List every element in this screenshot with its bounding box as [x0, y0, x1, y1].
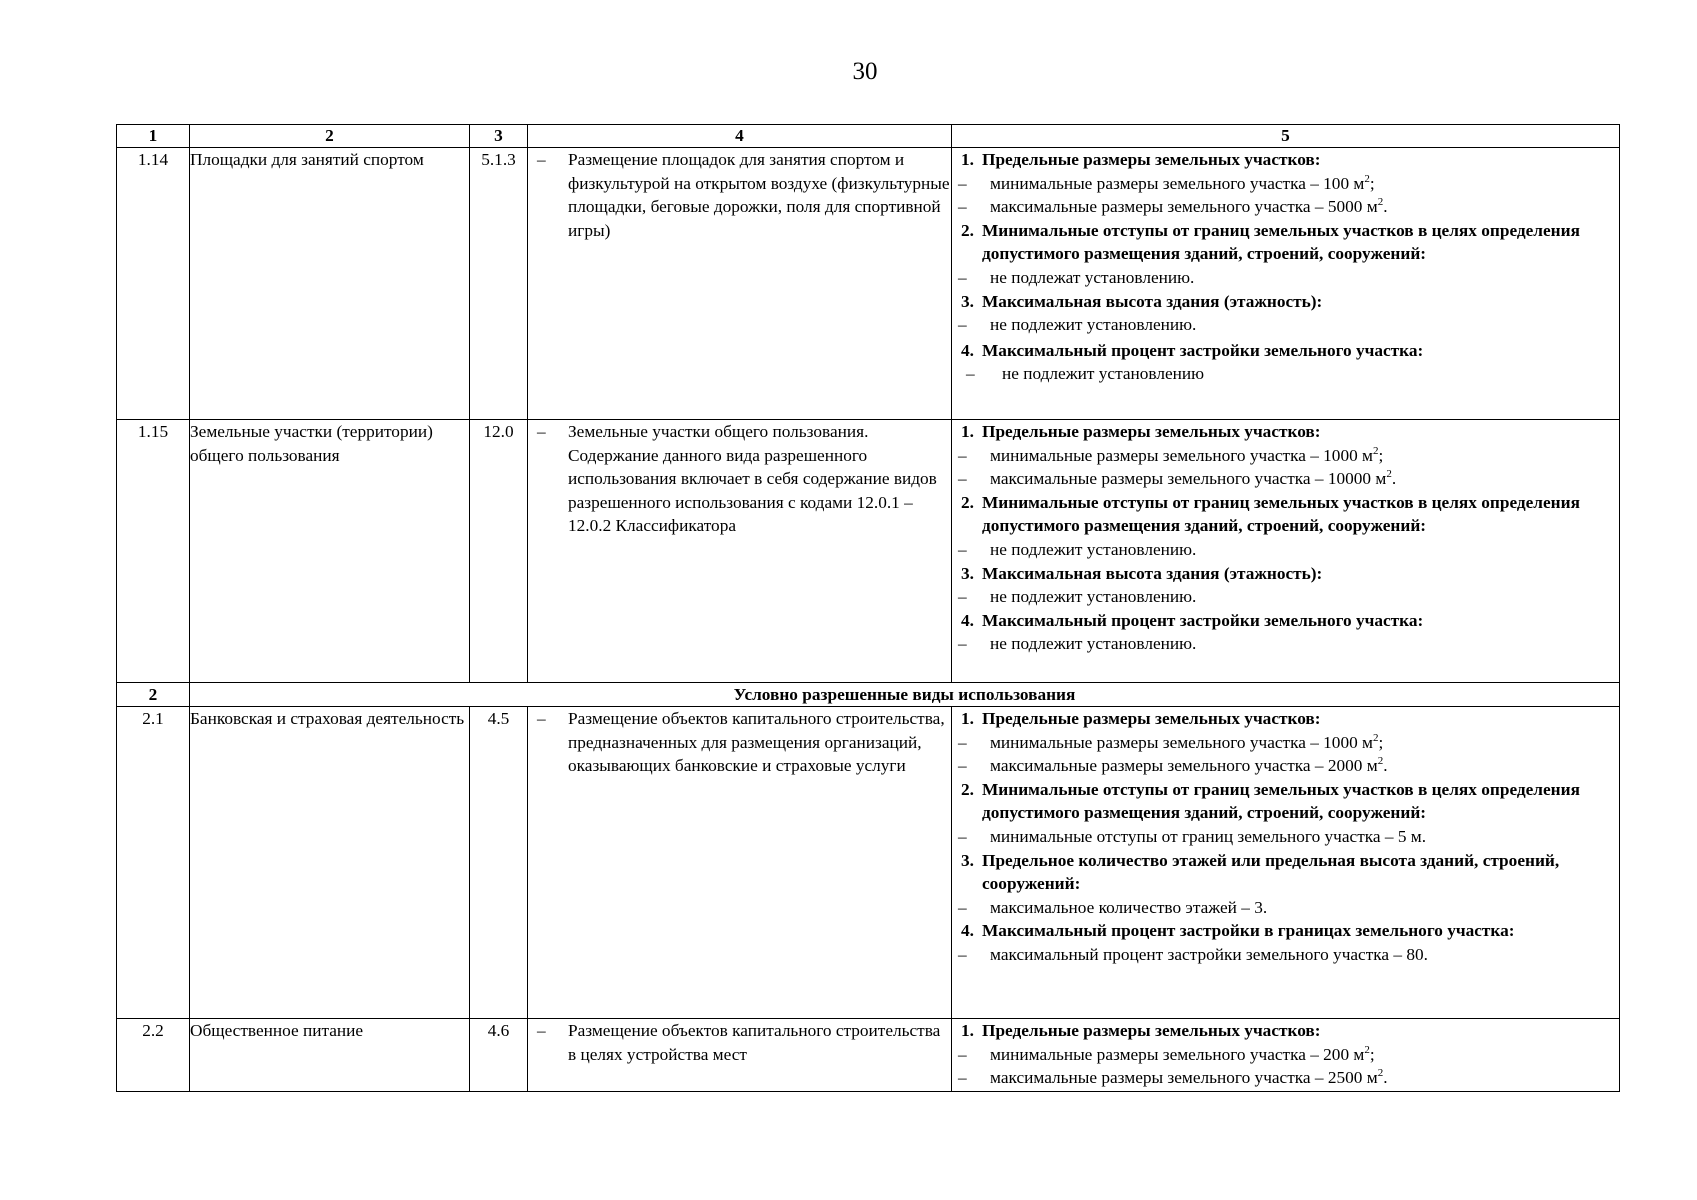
table-row [117, 420, 1620, 683]
table-header-row [117, 125, 1620, 148]
description-text: Земельные участки общего пользования. Содержание данного вида разрешенного использования включает в себя содержание видов разрешенного использования с кодами 12.0.1 – 12.0.2 Классификатора [568, 422, 937, 536]
classifier-code: 4.6 [470, 1019, 528, 1092]
param-item: – не подлежит установлению. [958, 587, 1197, 607]
section-number: 2 [117, 683, 190, 707]
param-heading: 1. Предельные размеры земельных участков: [961, 1021, 1321, 1040]
description-text: Размещение площадок для занятия спортом и физкультурой на открытом воздухе (физкультурные площадки, беговые дорожки, поля для спортивной игры) [568, 150, 950, 240]
header-col-2: 2 [190, 125, 470, 148]
param-item: – максимальные размеры земельного участка – 10000 $м^2$. [958, 468, 1397, 489]
header-col-1: 1 [117, 125, 190, 148]
param-item: – не подлежат установлению. [958, 267, 1195, 287]
param-heading: 2. Минимальные отступы от границ земельных участков в целях определения допустимого размещения зданий, строений, сооружений: [961, 220, 1580, 264]
dash-marker: – [537, 150, 546, 169]
row-number: 1.14 [117, 148, 190, 420]
use-type-name: Земельные участки (территории) общего пользования [190, 420, 470, 683]
param-item: – минимальные размеры земельного участка – 100 $м^2$; [958, 172, 1375, 193]
dash-marker: – [537, 1021, 546, 1040]
use-description [528, 420, 952, 683]
table-row [117, 1019, 1620, 1092]
param-item: – максимальное количество этажей – 3. [958, 897, 1268, 917]
param-item: – максимальные размеры земельного участка – 2000 $м^2$. [958, 755, 1388, 776]
parameters-cell [952, 420, 1620, 683]
use-description [528, 707, 952, 1019]
param-item: – не подлежит установлению. [958, 315, 1197, 335]
dash-marker: – [537, 709, 546, 728]
param-item: – максимальный процент застройки земельного участка – 80. [958, 944, 1428, 964]
classifier-code: 12.0 [470, 420, 528, 683]
param-item: – максимальные размеры земельного участка – 5000 $м^2$. [958, 196, 1388, 217]
use-type-name: Площадки для занятий спортом [190, 148, 470, 420]
param-heading: 3. Максимальная высота здания (этажность): [961, 563, 1323, 583]
table-row [117, 707, 1620, 1019]
use-type-name: Общественное питание [190, 1019, 470, 1092]
param-item: – минимальные размеры земельного участка – 1000 $м^2$; [958, 731, 1384, 752]
param-heading: 4. Максимальный процент застройки земельного участка: [961, 340, 1424, 360]
parameters-cell [952, 1019, 1620, 1092]
row-number: 2.1 [117, 707, 190, 1019]
param-item: – не подлежит установлению. [958, 634, 1197, 654]
page-number: 30 [852, 58, 878, 85]
header-col-5: 5 [952, 125, 1620, 148]
param-item: – не подлежит установлению. [958, 539, 1197, 559]
dash-marker: – [537, 422, 546, 441]
parameters-cell [952, 148, 1620, 420]
description-text: Размещение объектов капитального строительства, предназначенных для размещения организаций, оказывающих банковские и страховые услуги [568, 709, 945, 776]
param-item: – минимальные размеры земельного участка – 200 $м^2$; [958, 1043, 1375, 1064]
use-type-name: Банковская и страховая деятельность [190, 707, 470, 1019]
param-item: – максимальные размеры земельного участка – 2500 $м^2$. [958, 1067, 1388, 1088]
param-item: – не подлежит установлению [966, 364, 1205, 384]
classifier-code: 5.1.3 [470, 148, 528, 420]
param-item: – минимальные размеры земельного участка – 1000 $м^2$; [958, 444, 1384, 465]
param-heading: 1. Предельные размеры земельных участков: [961, 422, 1321, 441]
use-description [528, 148, 952, 420]
parameters-cell [952, 707, 1620, 1019]
header-col-4: 4 [528, 125, 952, 148]
table-row [117, 148, 1620, 420]
classifier-code: 4.5 [470, 707, 528, 1019]
param-heading: 2. Минимальные отступы от границ земельных участков в целях определения допустимого размещения зданий, строений, сооружений: [961, 779, 1580, 823]
section-row [117, 683, 1620, 707]
param-heading: 4. Максимальный процент застройки в границах земельного участка: [961, 921, 1515, 941]
description-text: Размещение объектов капитального строительства в целях устройства мест [568, 1021, 941, 1064]
param-heading: 3. Предельное количество этажей или предельная высота зданий, строений, сооружений: [961, 850, 1560, 894]
zoning-table [116, 124, 1620, 1092]
header-col-3: 3 [470, 125, 528, 148]
param-heading: 1. Предельные размеры земельных участков: [961, 709, 1321, 728]
section-title: Условно разрешенные виды использования [190, 683, 1620, 707]
param-heading: 4. Максимальный процент застройки земельного участка: [961, 610, 1424, 630]
use-description [528, 1019, 952, 1092]
param-heading: 2. Минимальные отступы от границ земельных участков в целях определения допустимого размещения зданий, строений, сооружений: [961, 492, 1580, 536]
param-item: – минимальные отступы от границ земельного участка – 5 м. [958, 826, 1427, 846]
row-number: 1.15 [117, 420, 190, 683]
row-number: 2.2 [117, 1019, 190, 1092]
param-heading: 1. Предельные размеры земельных участков: [961, 150, 1321, 169]
param-heading: 3. Максимальная высота здания (этажность): [961, 291, 1323, 311]
